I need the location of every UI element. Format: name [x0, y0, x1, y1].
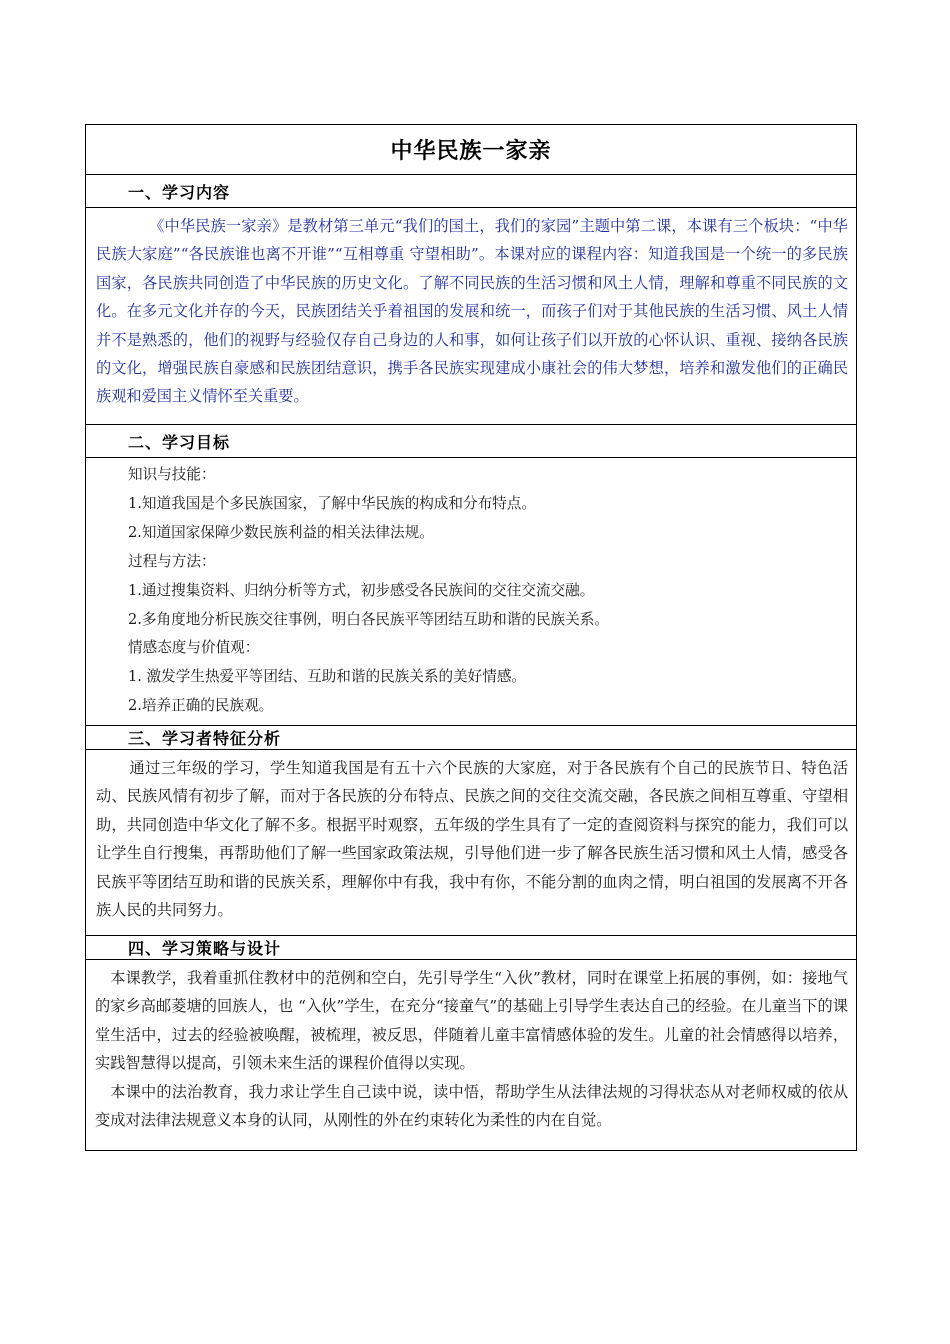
goal-category-emotion: 情感态度与价值观：: [128, 639, 260, 657]
section-2-header: [86, 425, 856, 458]
goal-item: 1.通过搜集资料、归纳分析等方式，初步感受各民族间的交往交流交融。: [128, 581, 595, 599]
goal-category-process: 过程与方法：: [128, 552, 216, 570]
section-2-heading: 二、学习目标: [128, 432, 231, 452]
section-4-paragraph: 本课教学，我着重抓住教材中的范例和空白，先引导学生“入伙”教材，同时在课堂上拓展的事例，如：接地气的家乡高邮菱塘的回族人，也 “入伙”学生，在充分“接童气”的基础上引导学生表达自己的经验。在儿童当下的课堂生活中，过去的经验被唤醒，被梳理，被反思，伴随着儿童丰富情感体验的发生。儿童的社会情感得以培养，实践智慧得以提高，引领未来生活的课程价值得以实现。: [95, 969, 848, 1073]
goal-item: 2.多角度地分析民族交往事例，明白各民族平等团结互助和谐的民族关系。: [128, 610, 609, 628]
goal-item: 1. 激发学生热爱平等团结、互助和谐的民族关系的美好情感。: [128, 668, 527, 686]
section-1-header: [86, 175, 856, 208]
section-1-text: 《中华民族一家亲》是教材第三单元“我们的国土，我们的家园”主题中第二课，本课有三个板块：“中华民族大家庭”“各民族谁也离不开谁”“互相尊重 守望相助”。本课对应的课程内容：知道我国是一个统一的多民族国家，各民族共同创造了中华民族的历史文化。了解不同民族的生活习惯和风土人情，理解和尊重不同民族的文化。在多元文化并存的今天，民族团结关乎着祖国的发展和统一，而孩子们对于其他民族的生活习惯、风土人情并不是熟悉的，他们的视野与经验仅存自己身边的人和事，如何让孩子们以开放的心怀认识、重视、接纳各民族的文化，增强民族自豪感和民族团结意识，携手各民族实现建成小康社会的伟大梦想，培养和激发他们的正确民族观和爱国主义情怀至关重要。: [96, 217, 848, 406]
title-row: [86, 125, 856, 175]
section-3-header: [86, 726, 856, 750]
page-title: 中华民族一家亲: [390, 139, 552, 164]
goal-category-knowledge: 知识与技能：: [128, 466, 216, 483]
goal-item: 2.知道国家保障少数民族利益的相关法律法规。: [128, 523, 434, 541]
section-3-text: 通过三年级的学习，学生知道我国是有五十六个民族的大家庭，对于各民族有个自己的民族节日、特色活动、民族风情有初步了解，而对于各民族的分布特点、民族之间的交往交流交融，各民族之间相互尊重、守望相助，共同创造中华文化了解不多。根据平时观察，五年级的学生具有了一定的查阅资料与探究的能力，我们可以让学生自行搜集，再帮助他们了解一些国家政策法规，引导他们进一步了解各民族生活习惯和风土人情，感受各民族平等团结互助和谐的民族关系，理解你中有我，我中有你，不能分割的血肉之情，明白祖国的发展离不开各族人民的共同努力。: [96, 759, 848, 920]
section-4-heading: 四、学习策略与设计: [128, 939, 282, 958]
section-1-heading: 一、学习内容: [128, 182, 231, 202]
goal-item: 2.培养正确的民族观。: [128, 697, 274, 715]
section-3-heading: 三、学习者特征分析: [128, 729, 282, 748]
section-4-paragraph: 本课中的法治教育，我力求让学生自己读中说，读中悟，帮助学生从法律法规的习得状态从对老师权威的依从变成对法律法规意义本身的认同，从刚性的外在约束转化为柔性的内在自觉。: [95, 1082, 848, 1130]
section-2-body: [86, 458, 856, 726]
section-4-header: [86, 936, 856, 960]
lesson-plan-table: [85, 124, 857, 1151]
section-1-body: [86, 208, 856, 425]
goal-item: 1.知道我国是个多民族国家，了解中华民族的构成和分布特点。: [128, 494, 536, 512]
section-4-body: [86, 960, 856, 1150]
section-3-body: [86, 750, 856, 936]
